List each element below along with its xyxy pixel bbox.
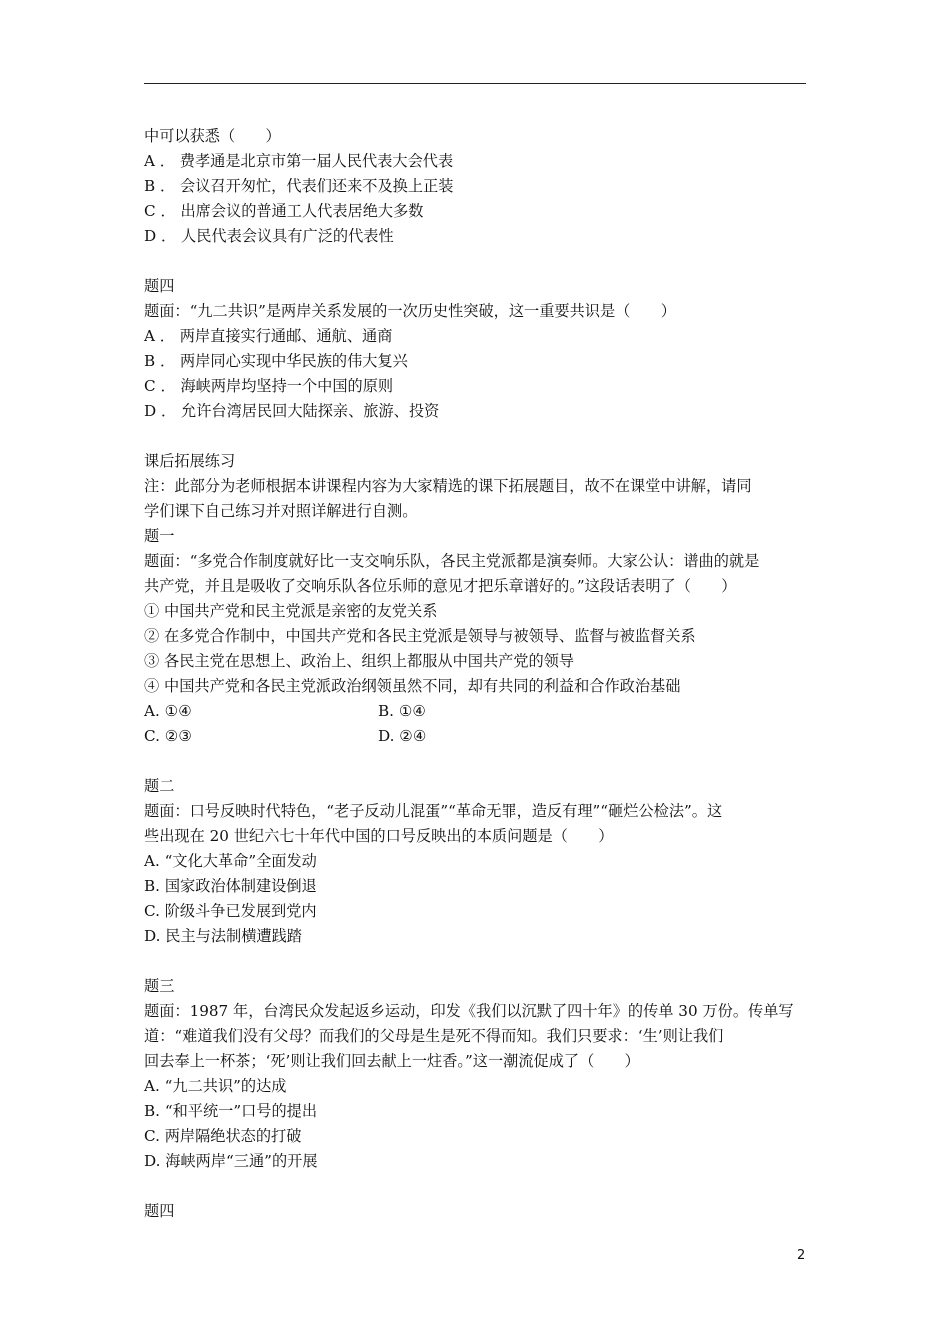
option-b: B. “和平统一”口号的提出 bbox=[144, 1102, 318, 1120]
option-d: D ． 人民代表会议具有广泛的代表性 bbox=[144, 227, 394, 245]
section-note: 注：此部分为老师根据本讲课程内容为大家精选的课下拓展题目，故不在课堂中讲解，请同 bbox=[144, 477, 752, 495]
options-row bbox=[144, 699, 808, 724]
question-stem: 题面：1987 年，台湾民众发起返乡运动，印发《我们以沉默了四十年》的传单 30 万份。传单写 bbox=[144, 1002, 794, 1020]
question-stem-tail: 中可以获悉（ ） bbox=[144, 127, 281, 145]
question-stem: 些出现在 20 世纪六七十年代中国的口号反映出的本质问题是（ ） bbox=[144, 827, 614, 845]
question-title: 题一 bbox=[144, 527, 175, 545]
option-d: D. 海峡两岸“三通”的开展 bbox=[144, 1152, 318, 1170]
option-a: A ． 两岸直接实行通邮、通航、通商 bbox=[144, 327, 393, 345]
question-title: 题四 bbox=[144, 1202, 175, 1220]
question-stem: 题面：“九二共识”是两岸关系发展的一次历史性突破，这一重要共识是（ ） bbox=[144, 302, 676, 320]
options-row bbox=[144, 724, 808, 749]
section-heading: 课后拓展练习 bbox=[144, 452, 236, 470]
question-stem: 共产党，并且是吸收了交响乐队各位乐师的意见才把乐章谱好的。”这段话表明了（ ） bbox=[144, 577, 737, 595]
option-b: B ． 会议召开匆忙，代表们还来不及换上正装 bbox=[144, 177, 454, 195]
option-a: A. “文化大革命”全面发动 bbox=[144, 852, 317, 870]
option-b: B. ①④ bbox=[378, 702, 427, 720]
option-b: B. 国家政治体制建设倒退 bbox=[144, 877, 317, 895]
document-body bbox=[144, 124, 808, 1224]
question-stem: 题面：口号反映时代特色，“老子反动儿混蛋”“革命无罪，造反有理”“砸烂公检法”。这 bbox=[144, 802, 723, 820]
question-stem: 回去奉上一杯茶；‘死’则让我们回去献上一炷香。”这一潮流促成了（ ） bbox=[144, 1052, 640, 1070]
statement-2: ② 在多党合作制中，中国共产党和各民主党派是领导与被领导、监督与被监督关系 bbox=[144, 627, 696, 645]
question-stem: 道：“难道我们没有父母？而我们的父母是生是死不得而知。我们只要求：‘生’则让我们 bbox=[144, 1027, 724, 1045]
option-b: B ． 两岸同心实现中华民族的伟大复兴 bbox=[144, 352, 408, 370]
option-c: C. ②③ bbox=[144, 727, 192, 745]
option-c: C ． 海峡两岸均坚持一个中国的原则 bbox=[144, 377, 394, 395]
statement-4: ④ 中国共产党和各民主党派政治纲领虽然不同，却有共同的利益和合作政治基础 bbox=[144, 677, 681, 695]
option-d: D. 民主与法制横遭践踏 bbox=[144, 927, 302, 945]
option-a: A. “九二共识”的达成 bbox=[144, 1077, 287, 1095]
header-rule bbox=[144, 83, 806, 84]
option-d: D ． 允许台湾居民回大陆探亲、旅游、投资 bbox=[144, 402, 440, 420]
option-d: D. ②④ bbox=[378, 727, 427, 745]
section-note: 学们课下自己练习并对照详解进行自测。 bbox=[144, 502, 418, 520]
option-a: A ． 费孝通是北京市第一届人民代表大会代表 bbox=[144, 152, 454, 170]
statement-3: ③ 各民主党在思想上、政治上、组织上都服从中国共产党的领导 bbox=[144, 652, 575, 670]
option-a: A. ①④ bbox=[144, 702, 192, 720]
page-number: 2 bbox=[797, 1248, 806, 1263]
statement-1: ① 中国共产党和民主党派是亲密的友党关系 bbox=[144, 602, 438, 620]
option-c: C ． 出席会议的普通工人代表居绝大多数 bbox=[144, 202, 424, 220]
question-title: 题三 bbox=[144, 977, 175, 995]
option-c: C. 阶级斗争已发展到党内 bbox=[144, 902, 317, 920]
question-title: 题二 bbox=[144, 777, 175, 795]
option-c: C. 两岸隔绝状态的打破 bbox=[144, 1127, 302, 1145]
question-title: 题四 bbox=[144, 277, 175, 295]
question-stem: 题面：“多党合作制度就好比一支交响乐队，各民主党派都是演奏师。大家公认：谱曲的就是 bbox=[144, 552, 760, 570]
